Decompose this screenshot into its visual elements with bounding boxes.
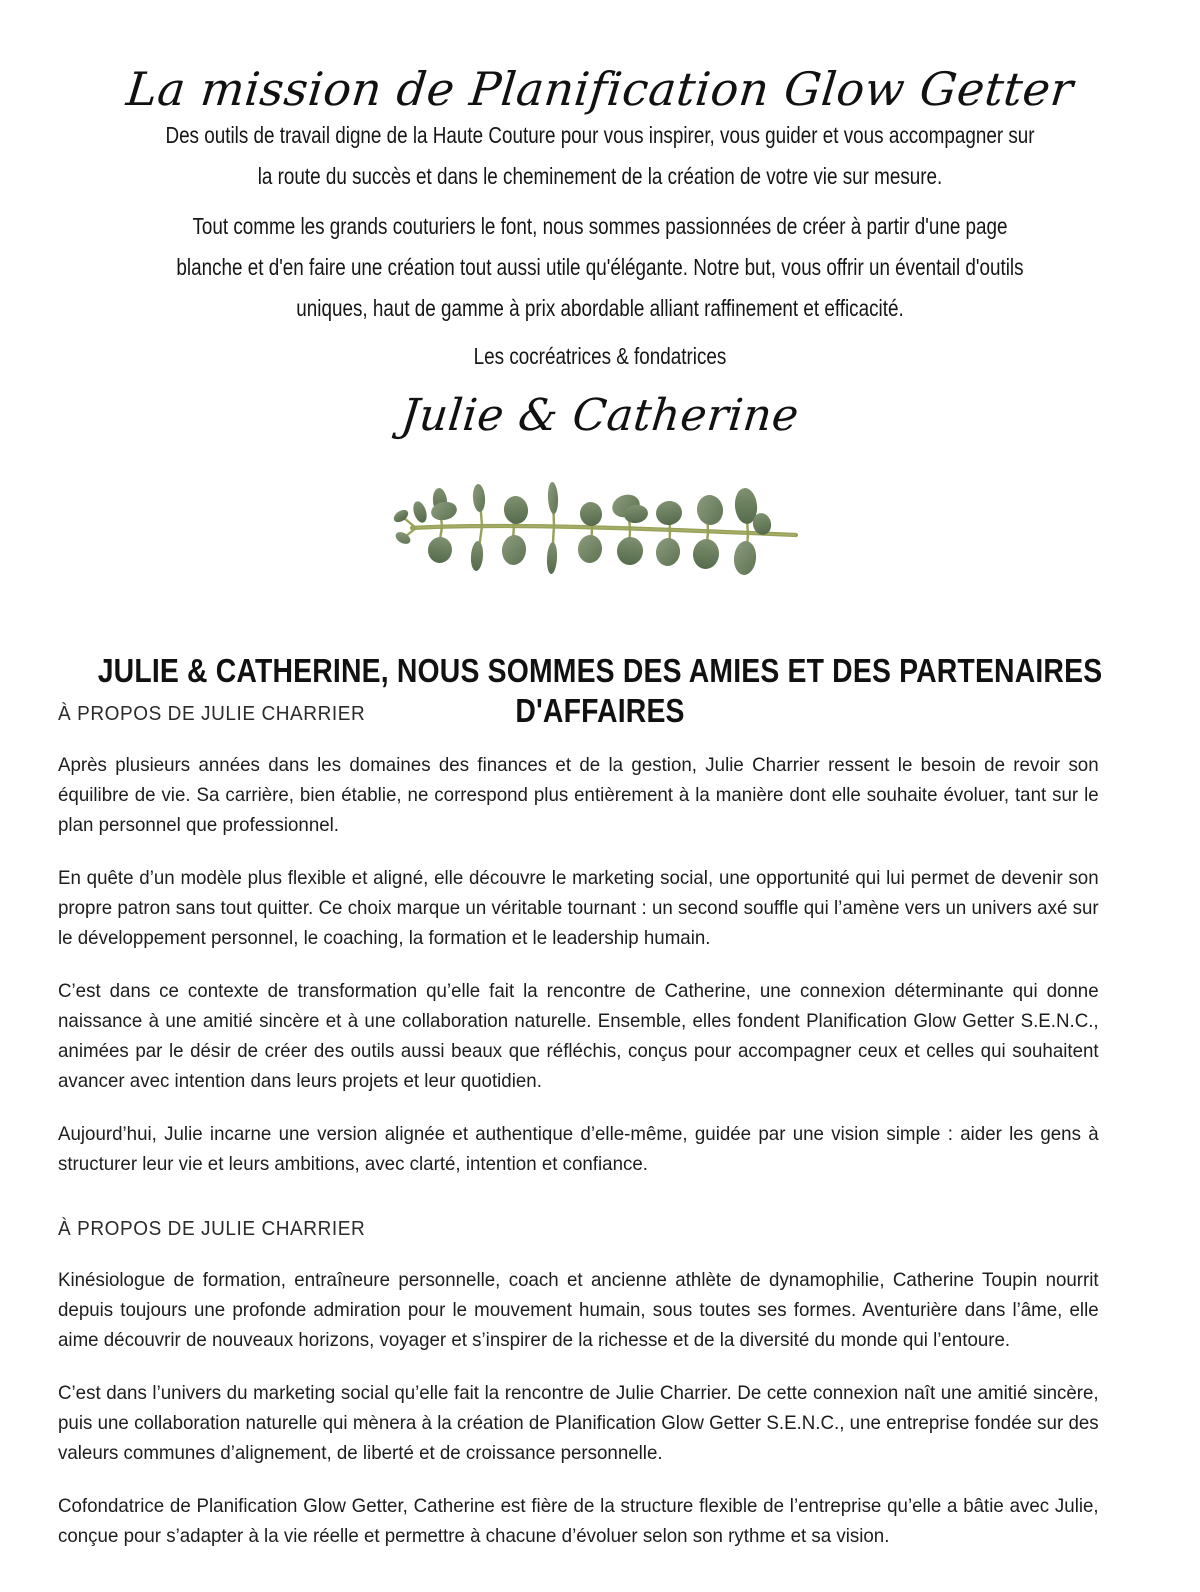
about-content xyxy=(58,700,1142,1551)
eucalyptus-branch-icon xyxy=(390,466,810,578)
eucalyptus-branch-illustration xyxy=(0,466,1200,578)
about-julie-section xyxy=(58,700,1142,1179)
intro-paragraph-1 xyxy=(157,115,1043,197)
page-title: La mission de Planification Glow Getter xyxy=(123,61,1077,116)
about-julie-paragraph-2: En quête d’un modèle plus flexible et aligné, elle découvre le marketing social, une opportunité qui lui permet de devenir son propre patron sans tout quitter. Ce choix marque un véritable tournant : un second souffle qui l’amène vers un univers axé sur le développement personnel, le coaching, la formation et le leadership humain. xyxy=(58,867,1099,949)
intro-subtitle-text: Les cocréatrices & fondatrices xyxy=(473,343,727,369)
about-julie-paragraph-4: Aujourd’hui, Julie incarne une version alignée et authentique d’elle-même, guidée par une vision simple : aider les gens à structurer leur vie et leurs ambitions, avec clarté, intention et confiance. xyxy=(58,1123,1099,1175)
about-catherine-paragraph-1: Kinésiologue de formation, entraîneure personnelle, coach et ancienne athlète de dynamophilie, Catherine Toupin nourrit depuis toujours une profonde admiration pour le mouvement humain, sous toutes ses formes. Aventurière dans l’âme, elle aime découvrir de nouveaux horizons, voyager et s’inspirer de la richesse et de la diversité du monde qui l’entoure. xyxy=(58,1269,1099,1351)
section-divider-space xyxy=(58,1179,1142,1215)
about-julie-label: À PROPOS DE JULIE CHARRIER xyxy=(58,703,366,725)
intro-paragraph-1-text: Des outils de travail digne de la Haute Couture pour vous inspirer, vous guider et vous accompagner sur la route du succès et dans le cheminement de la création de votre vie sur mesure. xyxy=(165,122,1035,189)
intro-paragraph-2 xyxy=(157,206,1043,329)
intro-subtitle xyxy=(157,336,1043,377)
intro-paragraph-2-text: Tout comme les grands couturiers le font, nous sommes passionnées de créer à partir d'une page blanche et d'en faire une création tout aussi utile qu'élégante. Notre but, vous offrir un éventail d'outils uniques, haut de gamme à prix abordable alliant raffinement et efficacité. xyxy=(176,213,1024,321)
about-catherine-section xyxy=(58,1215,1142,1551)
about-catherine-paragraph-3: Cofondatrice de Planification Glow Getter, Catherine est fière de la structure flexible de l’entreprise qu’elle a bâtie avec Julie, conçue pour s’adapter à la vie réelle et permettre à chacune d’évoluer selon son rythme et sa vision. xyxy=(58,1495,1099,1547)
about-catherine-label: À PROPOS DE JULIE CHARRIER xyxy=(58,1218,366,1240)
about-julie-paragraph-1: Après plusieurs années dans les domaines des finances et de la gestion, Julie Charrier ressent le besoin de revoir son équilibre de vie. Sa carrière, bien établie, ne correspond plus entièrement à la manière dont elle souhaite évoluer, tant sur le plan personnel que professionnel. xyxy=(58,754,1099,836)
about-julie-paragraph-3: C’est dans ce contexte de transformation qu’elle fait la rencontre de Catherine, une connexion déterminante qui donne naissance à une amitié sincère et à une collaboration naturelle. Ensemble, elles fondent Planification Glow Getter S.E.N.C., animées par le désir de créer des outils aussi beaux que réfléchis, conçus pour accompagner ceux et celles qui souhaitent avancer avec intention dans leurs projets et leur quotidien. xyxy=(58,980,1099,1092)
founders-signature: Julie & Catherine xyxy=(398,390,802,441)
main-section-heading: JULIE & CATHERINE, NOUS SOMMES DES AMIES ET DES PARTENAIRES D'AFFAIRES xyxy=(97,652,1103,730)
about-catherine-paragraph-2: C’est dans l’univers du marketing social qu’elle fait la rencontre de Julie Charrier. De cette connexion naît une amitié sincère, puis une collaboration naturelle qui mènera à la création de Planification Glow Getter S.E.N.C., une entreprise fondée sur des valeurs communes d’alignement, de liberté et de croissance personnelle. xyxy=(58,1382,1099,1464)
